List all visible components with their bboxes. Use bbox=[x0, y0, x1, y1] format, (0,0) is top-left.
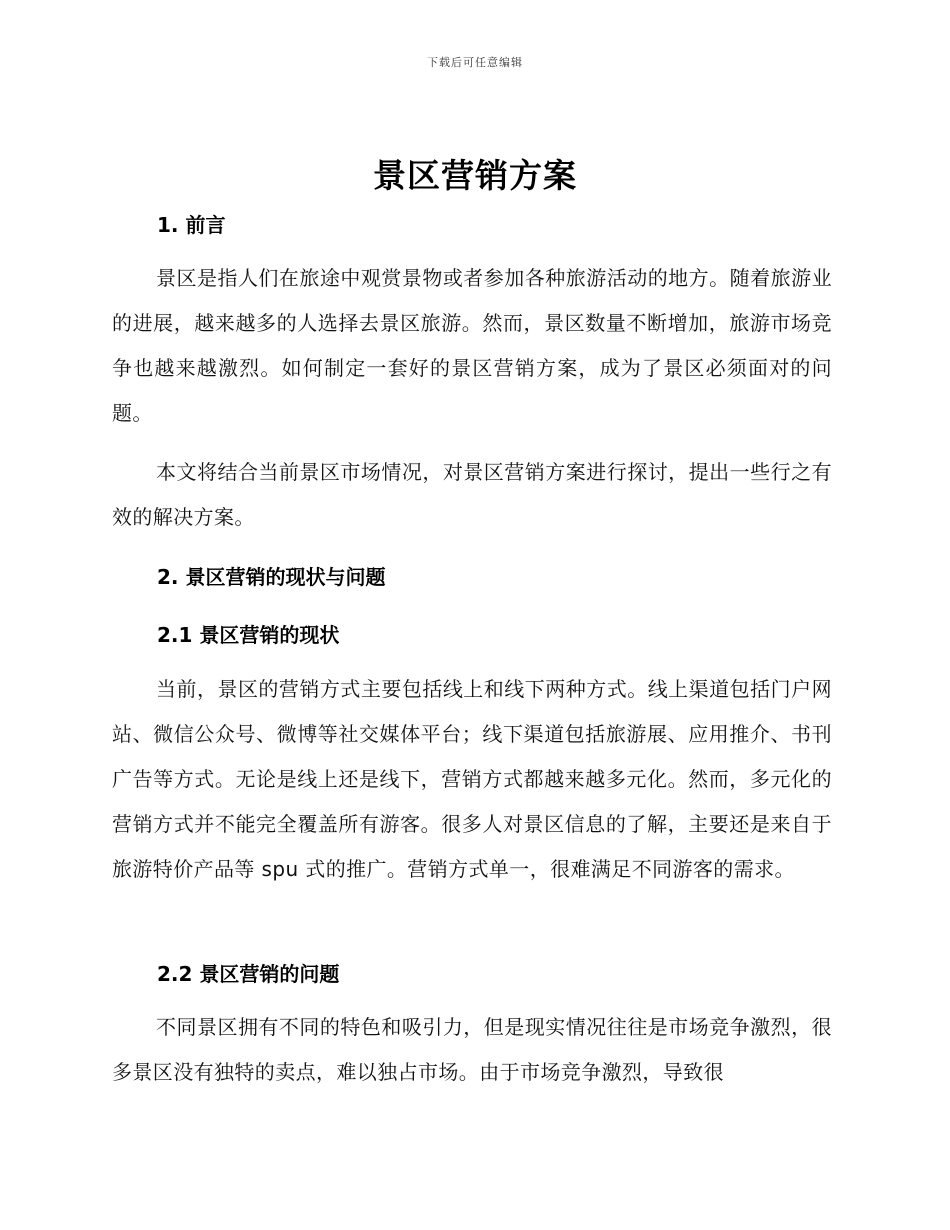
section-heading-intro: 1. 前言 bbox=[157, 213, 226, 237]
paragraph-intro-1: 景区是指人们在旅途中观赏景物或者参加各种旅游活动的地方。随着旅游业的进展，越来越多的人选择去景区旅游。然而，景区数量不断增加，旅游市场竞争也越来越激烈。如何制定一套好的景区营销方案，成为了景区必须面对的问题。 bbox=[112, 266, 832, 425]
section-heading-2-2: 2.2 景区营销的问题 bbox=[157, 962, 340, 986]
paragraph-2-2: 不同景区拥有不同的特色和吸引力，但是现实情况往往是市场竞争激烈，很多景区没有独特的卖点，难以独占市场。由于市场竞争激烈，导致很 bbox=[112, 1015, 832, 1084]
paragraph-2-1: 当前，景区的营销方式主要包括线上和线下两种方式。线上渠道包括门户网站、微信公众号、微博等社交媒体平台；线下渠道包括旅游展、应用推介、书刊广告等方式。无论是线上还是线下，营销方式都越来越多元化。然而，多元化的营销方式并不能完全覆盖所有游客。很多人对景区信息的了解，主要还是来自于旅游特价产品等 spu 式的推广。营销方式单一，很难满足不同游客的需求。 bbox=[112, 677, 832, 881]
paragraph-intro-2: 本文将结合当前景区市场情况，对景区营销方案进行探讨，提出一些行之有效的解决方案。 bbox=[112, 460, 832, 529]
section-heading-2-1: 2.1 景区营销的现状 bbox=[157, 623, 340, 647]
document-title: 景区营销方案 bbox=[373, 156, 577, 195]
page-header-watermark: 下载后可任意编辑 bbox=[427, 56, 523, 69]
section-heading-2: 2. 景区营销的现状与问题 bbox=[157, 565, 386, 589]
